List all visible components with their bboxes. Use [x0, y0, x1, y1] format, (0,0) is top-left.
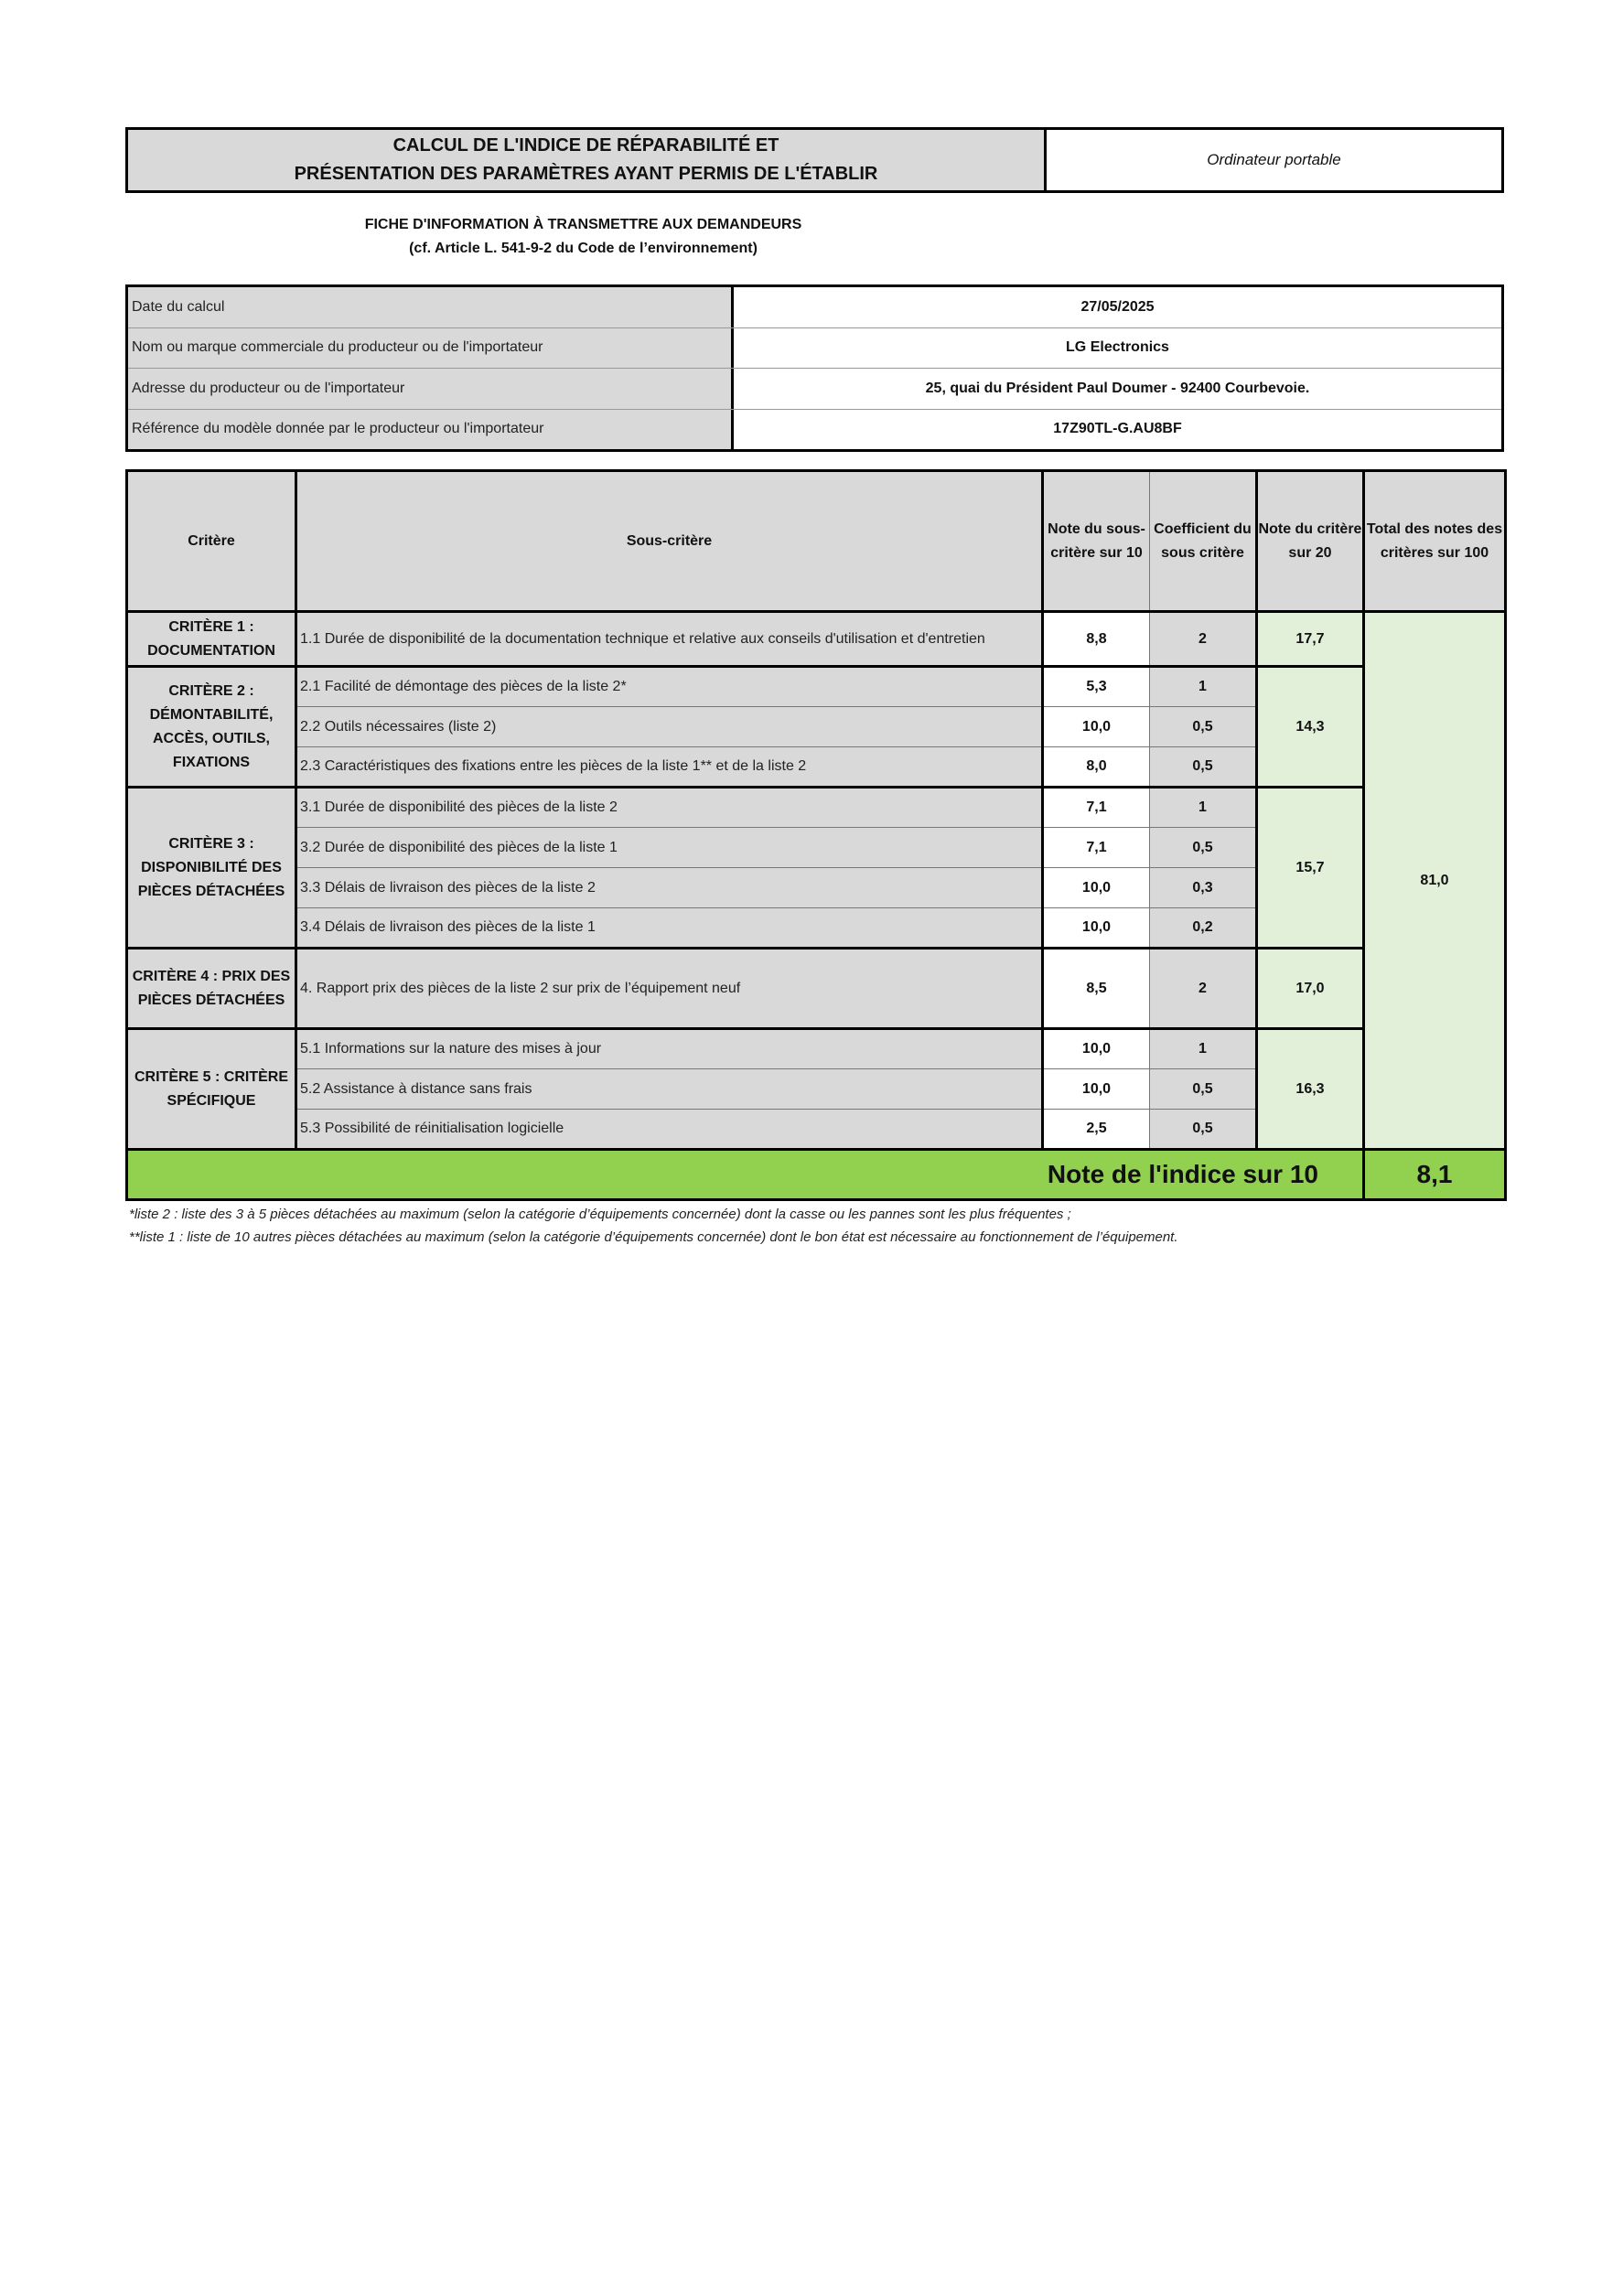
criterion-name: CRITÈRE 3 : DISPONIBILITÉ DES PIÈCES DÉTACHÉES: [127, 788, 296, 949]
table-row: [127, 949, 1506, 1029]
sub-criterion-coef: 0,5: [1150, 707, 1257, 747]
header-total: Total des notes des critères sur 100: [1364, 471, 1506, 612]
info-row: [128, 409, 1501, 450]
header-note20: Note du critère sur 20: [1257, 471, 1364, 612]
sub-criterion-label: 2.2 Outils nécessaires (liste 2): [296, 707, 1043, 747]
sub-criterion-note: 7,1: [1043, 788, 1150, 828]
sub-criterion-note: 10,0: [1043, 868, 1150, 908]
sub-criterion-note: 10,0: [1043, 1069, 1150, 1110]
sub-criterion-coef: 1: [1150, 667, 1257, 707]
product-category: Ordinateur portable: [1207, 151, 1341, 168]
scoring-table: [125, 469, 1507, 1201]
header-title: [128, 130, 1047, 190]
info-label: Nom ou marque commerciale du producteur ou de l'importateur: [128, 328, 734, 369]
sub-criterion-coef: 0,5: [1150, 747, 1257, 788]
table-row: [127, 788, 1506, 828]
header-critere: Critère: [127, 471, 296, 612]
sub-criterion-coef: 1: [1150, 788, 1257, 828]
total-score100: 81,0: [1364, 612, 1506, 1150]
info-value: 17Z90TL-G.AU8BF: [1053, 421, 1182, 437]
sub-criterion-label: 5.2 Assistance à distance sans frais: [296, 1069, 1043, 1110]
criterion-name: CRITÈRE 4 : PRIX DES PIÈCES DÉTACHÉES: [127, 949, 296, 1029]
sub-criterion-coef: 0,3: [1150, 868, 1257, 908]
table-row: [127, 667, 1506, 707]
sub-criterion-label: 4. Rapport prix des pièces de la liste 2 sur prix de l’équipement neuf: [296, 949, 1043, 1029]
sub-criterion-note: 10,0: [1043, 707, 1150, 747]
info-label: Référence du modèle donnée par le producteur ou l'importateur: [128, 410, 734, 450]
sub-criterion-coef: 2: [1150, 949, 1257, 1029]
sub-criterion-note: 2,5: [1043, 1110, 1150, 1150]
criterion-name: CRITÈRE 2 : DÉMONTABILITÉ, ACCÈS, OUTILS, FIXATIONS: [127, 667, 296, 788]
subheader: [125, 213, 1041, 261]
footnote-liste1: **liste 1 : liste de 10 autres pièces détachées au maximum (selon la catégorie d’équipements concernée) dont le bon état est nécessaire au fonctionnement de l’équipement.: [129, 1229, 1178, 1245]
final-score-label: Note de l'indice sur 10: [127, 1150, 1364, 1200]
sub-criterion-coef: 2: [1150, 612, 1257, 667]
criterion-name: CRITÈRE 5 : CRITÈRE SPÉCIFIQUE: [127, 1029, 296, 1150]
header-sous-critere: Sous-critère: [296, 471, 1043, 612]
sub-criterion-label: 2.3 Caractéristiques des fixations entre les pièces de la liste 1** et de la liste 2: [296, 747, 1043, 788]
sub-criterion-label: 2.1 Facilité de démontage des pièces de la liste 2*: [296, 667, 1043, 707]
sub-criterion-label: 3.3 Délais de livraison des pièces de la liste 2: [296, 868, 1043, 908]
sub-criterion-note: 8,5: [1043, 949, 1150, 1029]
sub-criterion-note: 7,1: [1043, 828, 1150, 868]
sub-criterion-note: 8,8: [1043, 612, 1150, 667]
sub-criterion-coef: 0,5: [1150, 1069, 1257, 1110]
info-value: LG Electronics: [1066, 339, 1169, 356]
subheader-line2: (cf. Article L. 541-9-2 du Code de l’environnement): [409, 241, 758, 256]
table-header-row: [127, 471, 1506, 612]
criterion-score20: 17,7: [1257, 612, 1364, 667]
sub-criterion-label: 5.1 Informations sur la nature des mises à jour: [296, 1029, 1043, 1069]
criterion-score20: 16,3: [1257, 1029, 1364, 1150]
sub-criterion-note: 10,0: [1043, 908, 1150, 949]
info-table: [125, 284, 1504, 452]
sub-criterion-coef: 0,5: [1150, 828, 1257, 868]
final-score-row: [127, 1150, 1506, 1200]
header-note10: Note du sous-critère sur 10: [1043, 471, 1150, 612]
info-label: Adresse du producteur ou de l'importateur: [128, 369, 734, 409]
sub-criterion-label: 3.2 Durée de disponibilité des pièces de la liste 1: [296, 828, 1043, 868]
criterion-score20: 17,0: [1257, 949, 1364, 1029]
info-row: [128, 368, 1501, 409]
sub-criterion-label: 1.1 Durée de disponibilité de la documentation technique et relative aux conseils d'utilisation et d'entretien: [296, 612, 1043, 667]
sub-criterion-coef: 0,5: [1150, 1110, 1257, 1150]
final-score-value: 8,1: [1364, 1150, 1506, 1200]
criterion-score20: 14,3: [1257, 667, 1364, 788]
info-label: Date du calcul: [128, 287, 734, 327]
info-row: [128, 287, 1501, 327]
table-row: [127, 612, 1506, 667]
info-value: 25, quai du Président Paul Doumer - 92400 Courbevoie.: [925, 380, 1310, 396]
info-row: [128, 327, 1501, 369]
subheader-line1: FICHE D'INFORMATION À TRANSMETTRE AUX DEMANDEURS: [364, 217, 802, 232]
sub-criterion-coef: 1: [1150, 1029, 1257, 1069]
sub-criterion-label: 3.1 Durée de disponibilité des pièces de la liste 2: [296, 788, 1043, 828]
sub-criterion-label: 3.4 Délais de livraison des pièces de la liste 1: [296, 908, 1043, 949]
sub-criterion-note: 5,3: [1043, 667, 1150, 707]
header-coef: Coefficient du sous critère: [1150, 471, 1257, 612]
sub-criterion-note: 10,0: [1043, 1029, 1150, 1069]
footnotes: [129, 1203, 1178, 1249]
table-row: [127, 1029, 1506, 1069]
header-title-line2: PRÉSENTATION DES PARAMÈTRES AYANT PERMIS DE L'ÉTABLIR: [294, 164, 878, 184]
criterion-name: CRITÈRE 1 : DOCUMENTATION: [127, 612, 296, 667]
info-value: 27/05/2025: [1080, 298, 1155, 315]
criterion-score20: 15,7: [1257, 788, 1364, 949]
sub-criterion-label: 5.3 Possibilité de réinitialisation logicielle: [296, 1110, 1043, 1150]
sub-criterion-note: 8,0: [1043, 747, 1150, 788]
header-title-line1: CALCUL DE L'INDICE DE RÉPARABILITÉ ET: [392, 135, 779, 156]
sub-criterion-coef: 0,2: [1150, 908, 1257, 949]
document-header: [125, 127, 1504, 193]
footnote-liste2: *liste 2 : liste des 3 à 5 pièces détachées au maximum (selon la catégorie d’équipements concernée) dont la casse ou les pannes sont les plus fréquentes ;: [129, 1207, 1071, 1222]
